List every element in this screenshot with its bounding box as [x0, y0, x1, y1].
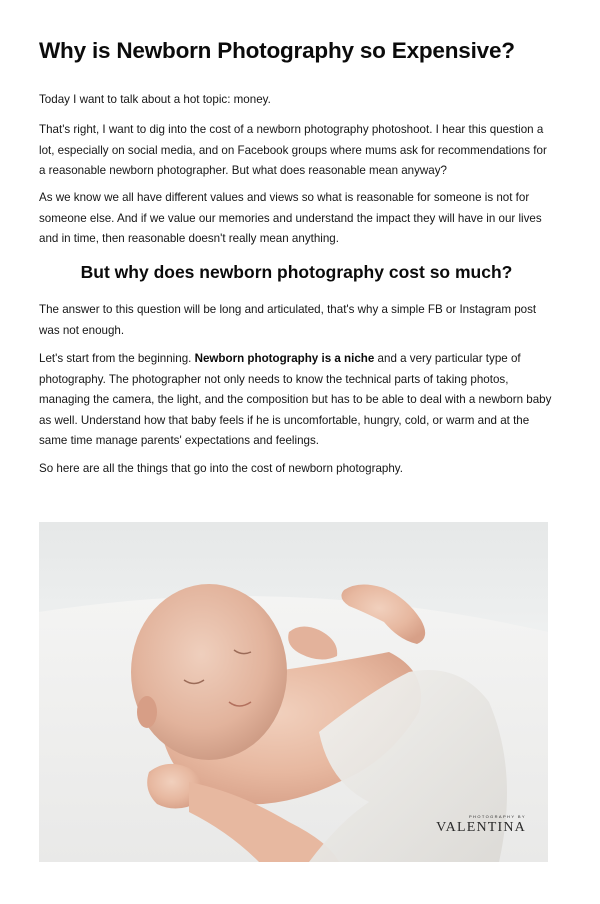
section-heading: But why does newborn photography cost so much? [80, 262, 513, 282]
niche-bold-text: Newborn photography is a niche [194, 352, 375, 365]
photographer-watermark [436, 814, 526, 836]
paragraph-intro: Today I want to talk about a hot topic: money. [39, 93, 271, 106]
baby-illustration [39, 522, 548, 862]
niche-text-start: Let's start from the beginning. [39, 352, 195, 365]
watermark-subtitle: PHOTOGRAPHY BY [468, 814, 526, 819]
watermark-name: VALENTINA [436, 820, 526, 835]
paragraph-values: As we know we all have different values and views so what is reasonable for someone is not for someone else. And if we value our memories and understand the impact they will have in our lives and in time, then reasonable doesn't really mean anything. [39, 191, 542, 245]
paragraph-cost-question: That's right, I want to dig into the cost of a newborn photography photoshoot. I hear this question a lot, especially on social media, and on Facebook groups where mums ask for recommendations for a reasonable newborn photographer. But what does reasonable mean anyway? [39, 123, 547, 177]
paragraph-lead-in: So here are all the things that go into the cost of newborn photography. [39, 462, 403, 475]
paragraph-answer: The answer to this question will be long and articulated, that's why a simple FB or Instagram post was not enough. [39, 303, 537, 337]
niche-text-end: and a very particular type of photography. The photographer not only needs to know the technical parts of taking photos, managing the camera, the light, and the composition but has to be able to deal with a newborn baby as well. Understand how that baby feels if he is uncomfortable, hungry, cold, or warm and at the same time manage parents' expectations and feelings. [39, 352, 552, 447]
page-title: Why is Newborn Photography so Expensive? [39, 38, 515, 63]
paragraph-niche [39, 349, 554, 452]
newborn-photo [39, 522, 548, 862]
